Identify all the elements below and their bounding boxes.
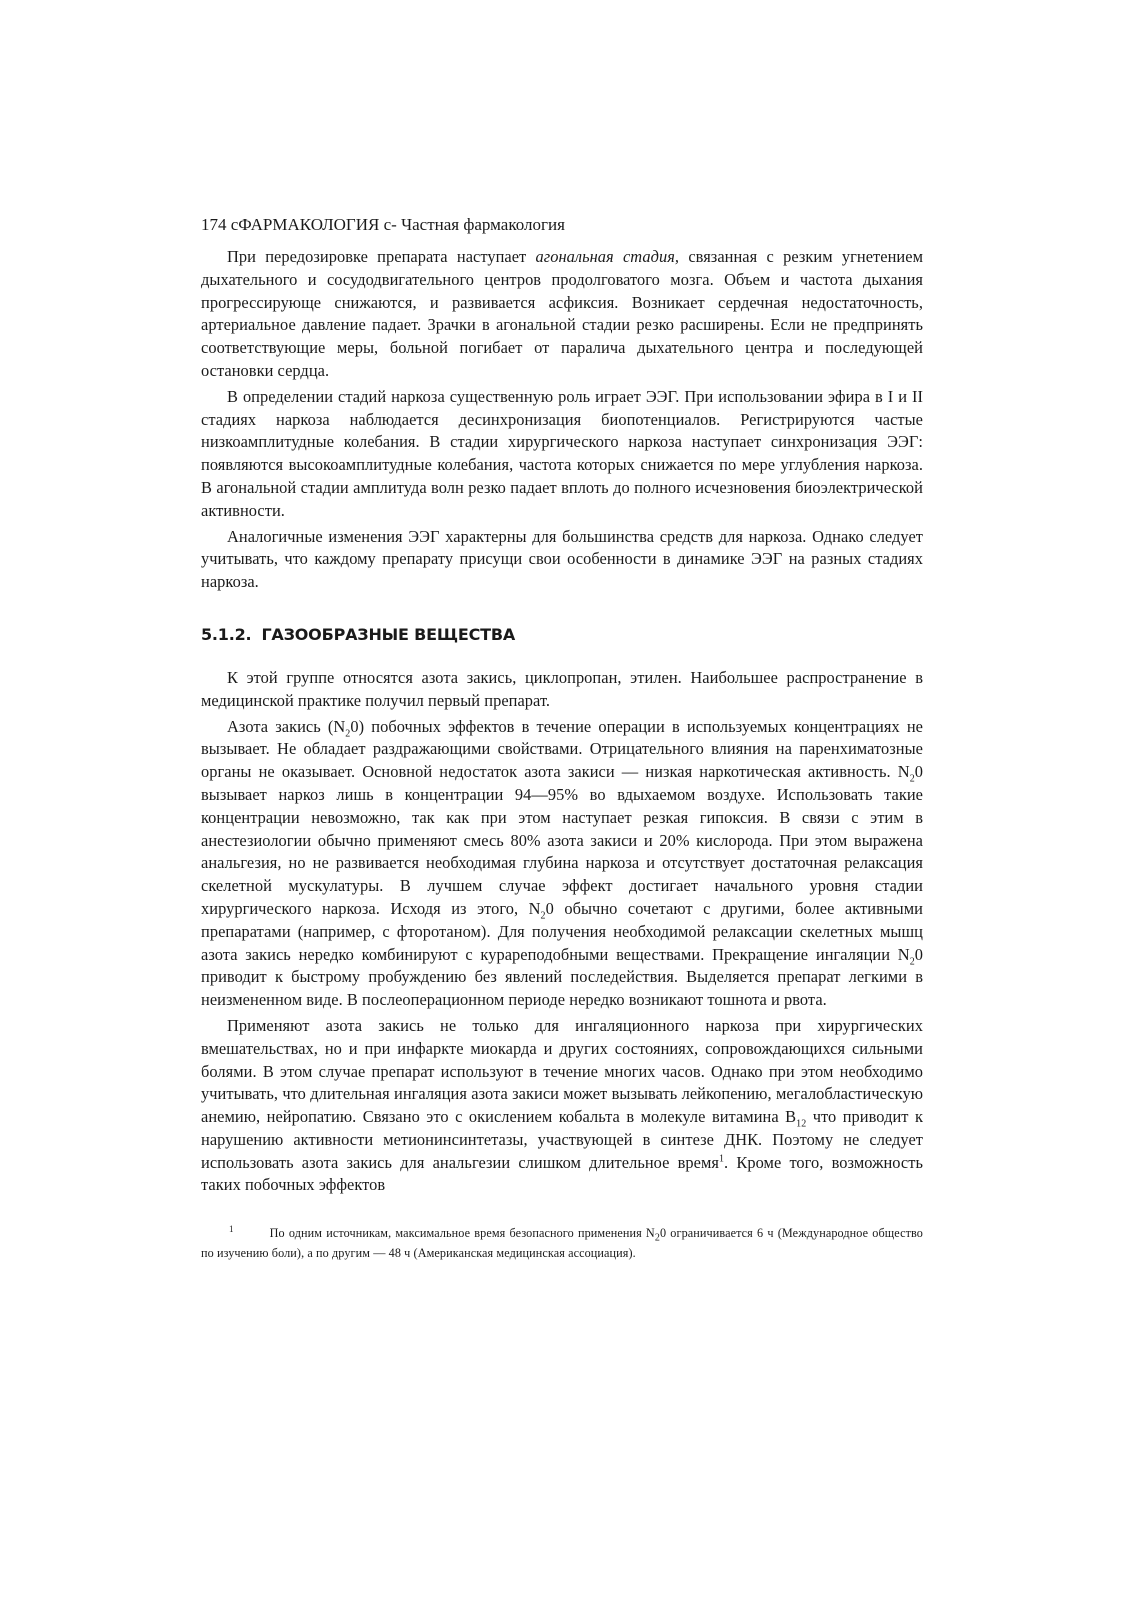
- text-run: 0 обычно сочетают с другими, более активными препаратами (например, с фторотаном). Для получения необходимой релаксации скелетных мышц азота закись нередко комбинируют с курареподобными веществами. Прекращение ингаляции N: [201, 898, 923, 964]
- paragraph-eeg-stages: В определении стадий наркоза существенную роль играет ЭЭГ. При использовании эфира в I и II стадиях наркоза наблюдается десинхронизация биопотенциалов. Регистрируются частые низкоамплитудные колебания. В стадии хирургического наркоза наступает синхронизация ЭЭГ: появляются высокоамплитудные колебания, частота которых снижается по мере углубления наркоза. В агональной стадии амплитуда волн резко падает вплоть до полного исчезновения биоэлектрической активности.: [201, 386, 923, 520]
- section-title: ГАЗООБРАЗНЫЕ ВЕЩЕСТВА: [261, 624, 516, 644]
- text-run: 0) побочных эффектов в течение операции в используемых концентрациях не вызывает. Не обладает раздражающими свойствами. Отрицательного влияния на паренхиматозные органы не оказывает. Основной недостаток азота закиси — низкая наркотическая активность. N: [201, 716, 923, 782]
- text-run: При передозировке препарата наступает: [227, 247, 536, 266]
- running-head: 174 сФАРМАКОЛОГИЯ с- Частная фармакология: [201, 215, 565, 234]
- text-run: 0 вызывает наркоз лишь в концентрации 94—95% во вдыхаемом воздухе. Использовать такие концентрации невозможно, так как при этом наступает резкая гипоксия. В связи с этим в анестезиологии обычно применяют смесь 80% азота закиси и 20% кислорода. При этом выражена анальгезия, но не развивается необходимая глубина наркоза и отсутствует достаточная релаксация скелетной мускулатуры. В лучшем случае эффект достигает начального уровня стадии хирургического наркоза. Исходя из этого, N: [201, 762, 923, 918]
- paragraph-nitrous-oxide: [201, 716, 923, 1012]
- footnote-text: По одним источникам, максимальное время безопасного применения N: [269, 1226, 655, 1241]
- paragraph-eeg-similar: Аналогичные изменения ЭЭГ характерны для большинства средств для наркоза. Однако следует учитывать, что каждому препарату присущи свои особенности в динамике ЭЭГ на разных стадиях наркоза.: [201, 526, 923, 592]
- footnote-text: 0 ограничивается 6 ч (Международное общество по изучению боли), а по другим — 48 ч (Американская медицинская ассоциация).: [201, 1226, 923, 1261]
- footnote: 1 По одним источникам, максимальное время безопасного применения $N_20$ ограничивается 6 ч (Международное общество по изучению боли), а по другим — 48 ч (Американская медицинская ассоциация).: [201, 1224, 923, 1261]
- text-run: что приводит к нарушению активности метионинсинтетазы, участвующей в синтезе ДНК. Поэтому не следует использовать азота закись для анальгезии слишком длительное время: [201, 1107, 923, 1172]
- footnote-reference[interactable]: 1: [718, 1153, 725, 1165]
- subscript: 2: [345, 727, 351, 739]
- subscript: 2: [909, 955, 915, 967]
- text-run: 0 приводит к быстрому пробуждению без явлений последействия. Выделяется препарат легкими в неизмененном виде. В послеоперационном периоде нередко возникают тошнота и рвота.: [201, 944, 923, 1010]
- text-run: связанная с резким угнетением дыхательного и сосудодвигательного центров продолговатого мозга. Объем и частота дыхания прогрессирующе снижаются, и развивается асфиксия. Возникает сердечная недостаточность, артериальное давление падает. Зрачки в агональной стадии резко расширены. Если не предпринять соответствующие меры, больной погибает от паралича дыхательного центра и последующей остановки сердца.: [201, 247, 923, 380]
- subscript: 2: [654, 1232, 660, 1244]
- paragraph-agonal-stage: [201, 246, 923, 383]
- text-run: . Кроме того, возможность таких побочных эффектов: [201, 1152, 923, 1195]
- italic-term: агональная стадия,: [535, 247, 680, 266]
- section-heading: [201, 624, 923, 646]
- text-run: Азота закись (N: [227, 716, 346, 736]
- subscript: 12: [796, 1118, 807, 1130]
- paragraph-gas-group: К этой группе относятся азота закись, циклопропан, этилен. Наибольшее распространение в медицинской практике получил первый препарат.: [201, 667, 923, 710]
- subscript: 2: [909, 773, 915, 785]
- paragraph-applications: [201, 1015, 923, 1197]
- section-number: 5.1.2.: [201, 624, 252, 644]
- page-content: [201, 214, 923, 1263]
- text-run: Применяют азота закись не только для ингаляционного наркоза при хирургических вмешательствах, но и при инфаркте миокарда и других состояниях, сопровождающихся сильными болями. В этом случае препарат используют в течение многих часов. Однако при этом необходимо учитывать, что длительная ингаляция азота закиси может вызывать лейкопению, мегалобластическую анемию, нейропатию. Связано это с окислением кобальта в молекуле витамина В: [201, 1015, 923, 1127]
- subscript: 2: [540, 910, 546, 922]
